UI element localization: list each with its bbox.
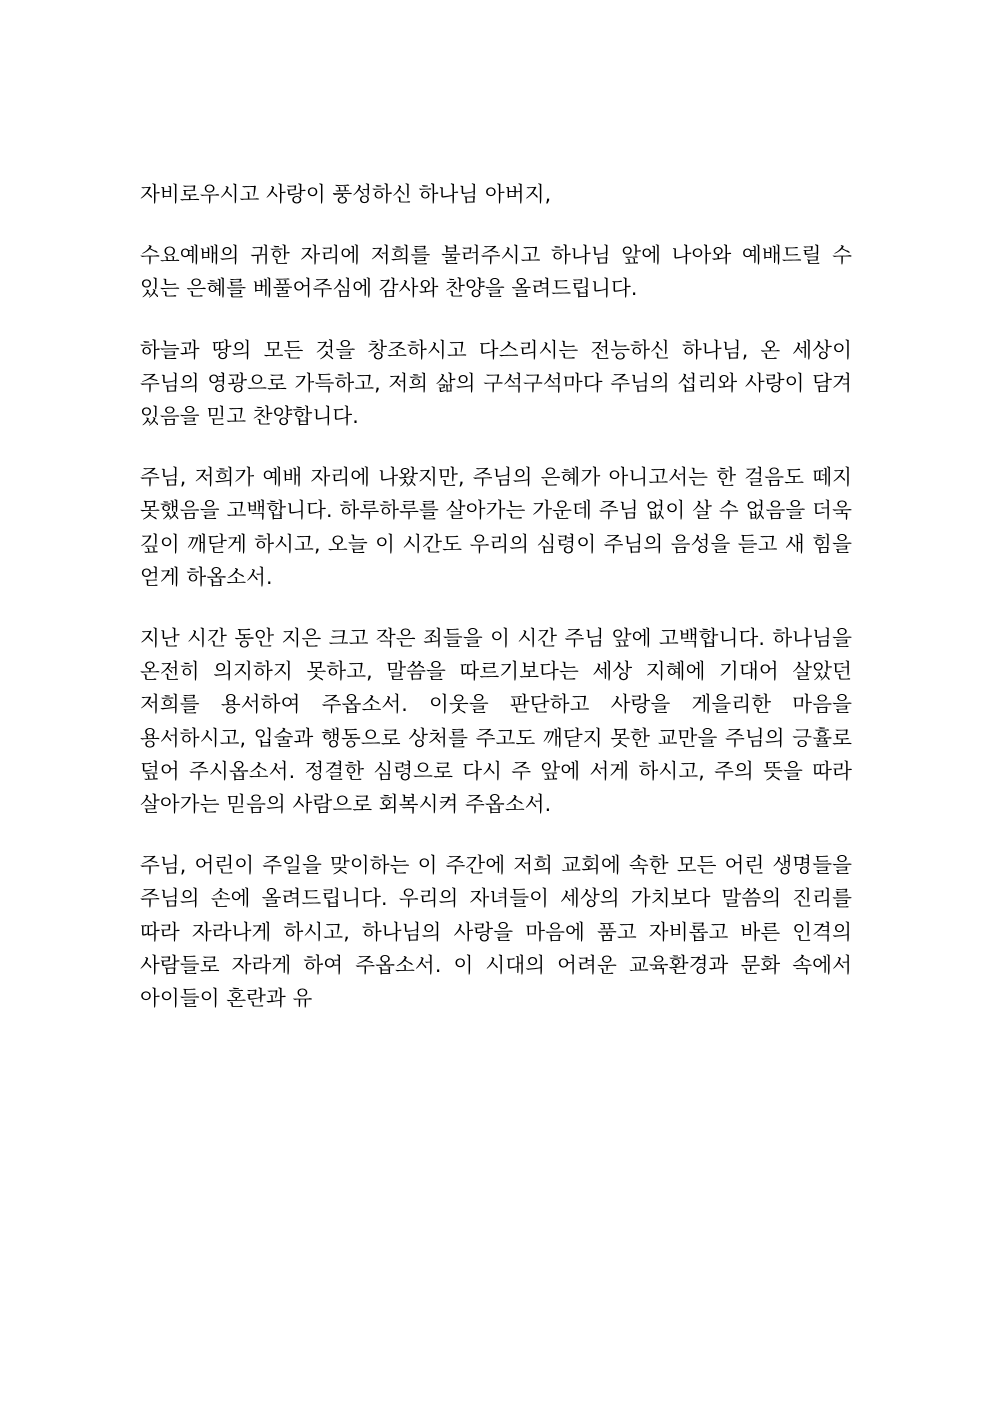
paragraph-salutation: 자비로우시고 사랑이 풍성하신 하나님 아버지,: [140, 182, 552, 206]
paragraph-confession-grace: 주님, 저희가 예배 자리에 나왔지만, 주님의 은혜가 아니고서는 한 걸음도 떼지 못했음을 고백합니다. 하루하루를 살아가는 가운데 주님 없이 살 수 없음을 더욱 깊이 깨닫게 하시고, 오늘 이 시간도 우리의 심령이 주님의 음성을 듣고 새 힘을 얻게 하옵소서.: [140, 465, 852, 589]
paragraph-confession-sin: 지난 시간 동안 지은 크고 작은 죄들을 이 시간 주님 앞에 고백합니다. 하나님을 온전히 의지하지 못하고, 말씀을 따르기보다는 세상 지혜에 기대어 살았던 저희를 용서하여 주옵소서. 이웃을 판단하고 사랑을 게을리한 마음을 용서하시고, 입술과 행동으로 상처를 주고도 깨닫지 못한 교만을 주님의 긍휼로 덮어 주시옵소서. 정결한 심령으로 다시 주 앞에 서게 하시고, 주의 뜻을 따라 살아가는 믿음의 사람으로 회복시켜 주옵소서.: [140, 626, 852, 817]
document-text-body: [140, 178, 852, 1015]
paragraph-thanksgiving: 수요예배의 귀한 자리에 저희를 불러주시고 하나님 앞에 나아와 예배드릴 수 있는 은혜를 베풀어주심에 감사와 찬양을 올려드립니다.: [140, 243, 852, 301]
paragraph-praise-creation: 하늘과 땅의 모든 것을 창조하시고 다스리시는 전능하신 하나님, 온 세상이 주님의 영광으로 가득하고, 저희 삶의 구석구석마다 주님의 섭리와 사랑이 담겨 있음을 믿고 찬양합니다.: [140, 337, 852, 429]
paragraph-children-sunday: 주님, 어린이 주일을 맞이하는 이 주간에 저희 교회에 속한 모든 어린 생명들을 주님의 손에 올려드립니다. 우리의 자녀들이 세상의 가치보다 말씀의 진리를 따라 자라나게 하시고, 하나님의 사랑을 마음에 품고 자비롭고 바른 인격의 사람들로 자라게 하여 주옵소서. 이 시대의 어려운 교육환경과 문화 속에서 아이들이 혼란과 유: [140, 853, 852, 1011]
